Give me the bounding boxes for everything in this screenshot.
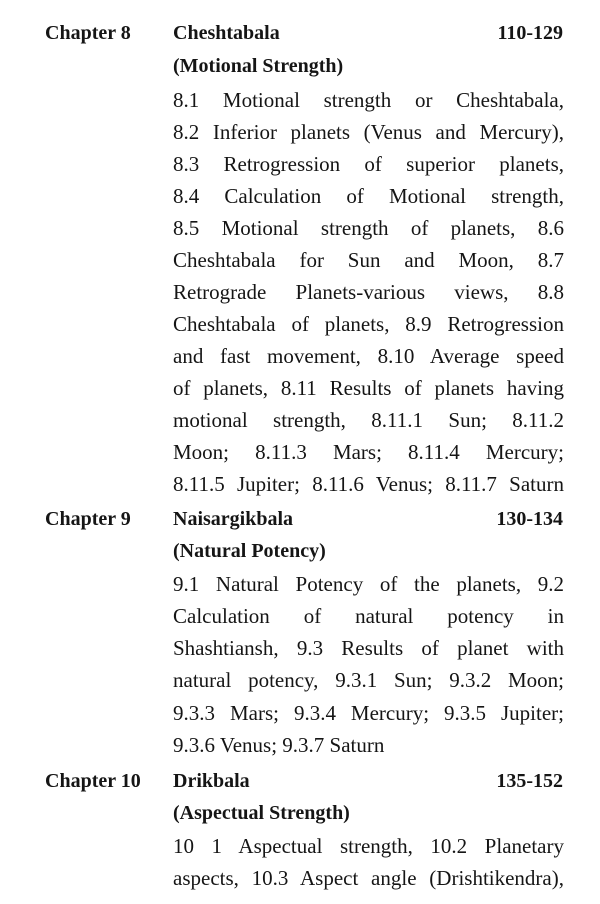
contents-line: aspects, 10.3 Aspect angle (Drishtikendra), [173,866,564,890]
contents-line: 8.2 Inferior planets (Venus and Mercury), [173,120,564,144]
chapter-label: Chapter 8 [45,22,131,44]
contents-line: 9.3.3 Mars; 9.3.4 Mercury; 9.3.5 Jupiter; [173,701,564,725]
contents-line: 10 1 Aspectual strength, 10.2 Planetary [173,834,564,858]
contents-line: 9.3.6 Venus; 9.3.7 Saturn [173,733,385,757]
contents-line: 8.4 Calculation of Motional strength, [173,184,564,208]
contents-line: Shashtiansh, 9.3 Results of planet with [173,636,564,660]
chapter-page-range: 130-134 [496,508,563,530]
contents-line: and fast movement, 8.10 Average speed [173,344,564,368]
chapter-subtitle: (Motional Strength) [173,55,344,77]
chapter-subtitle: (Natural Potency) [173,540,326,562]
contents-line: 8.11.5 Jupiter; 8.11.6 Venus; 8.11.7 Saturn [173,472,564,496]
contents-line: 9.1 Natural Potency of the planets, 9.2 [173,572,564,596]
contents-line: Cheshtabala for Sun and Moon, 8.7 [173,248,564,272]
chapter-page-range: 110-129 [497,22,563,44]
contents-line: Moon; 8.11.3 Mars; 8.11.4 Mercury; [173,440,564,464]
chapter-title: Cheshtabala [173,22,280,44]
chapter-subtitle: (Aspectual Strength) [173,802,350,824]
contents-line: Calculation of natural potency in [173,604,564,628]
contents-line: natural potency, 9.3.1 Sun; 9.3.2 Moon; [173,668,564,692]
contents-line: 8.1 Motional strength or Cheshtabala, [173,88,564,112]
chapter-label: Chapter 10 [45,770,141,792]
chapter-title: Naisargikbala [173,508,294,530]
contents-line: Retrograde Planets-various views, 8.8 [173,280,564,304]
chapter-page-range: 135-152 [496,770,563,792]
chapter-title: Drikbala [173,770,250,792]
chapter-label: Chapter 9 [45,508,131,530]
contents-line: 8.3 Retrogression of superior planets, [173,152,564,176]
contents-line: of planets, 8.11 Results of planets having [173,376,564,400]
contents-line: 8.5 Motional strength of planets, 8.6 [173,216,564,240]
contents-line: Cheshtabala of planets, 8.9 Retrogression [173,312,564,336]
contents-line: motional strength, 8.11.1 Sun; 8.11.2 [173,408,564,432]
